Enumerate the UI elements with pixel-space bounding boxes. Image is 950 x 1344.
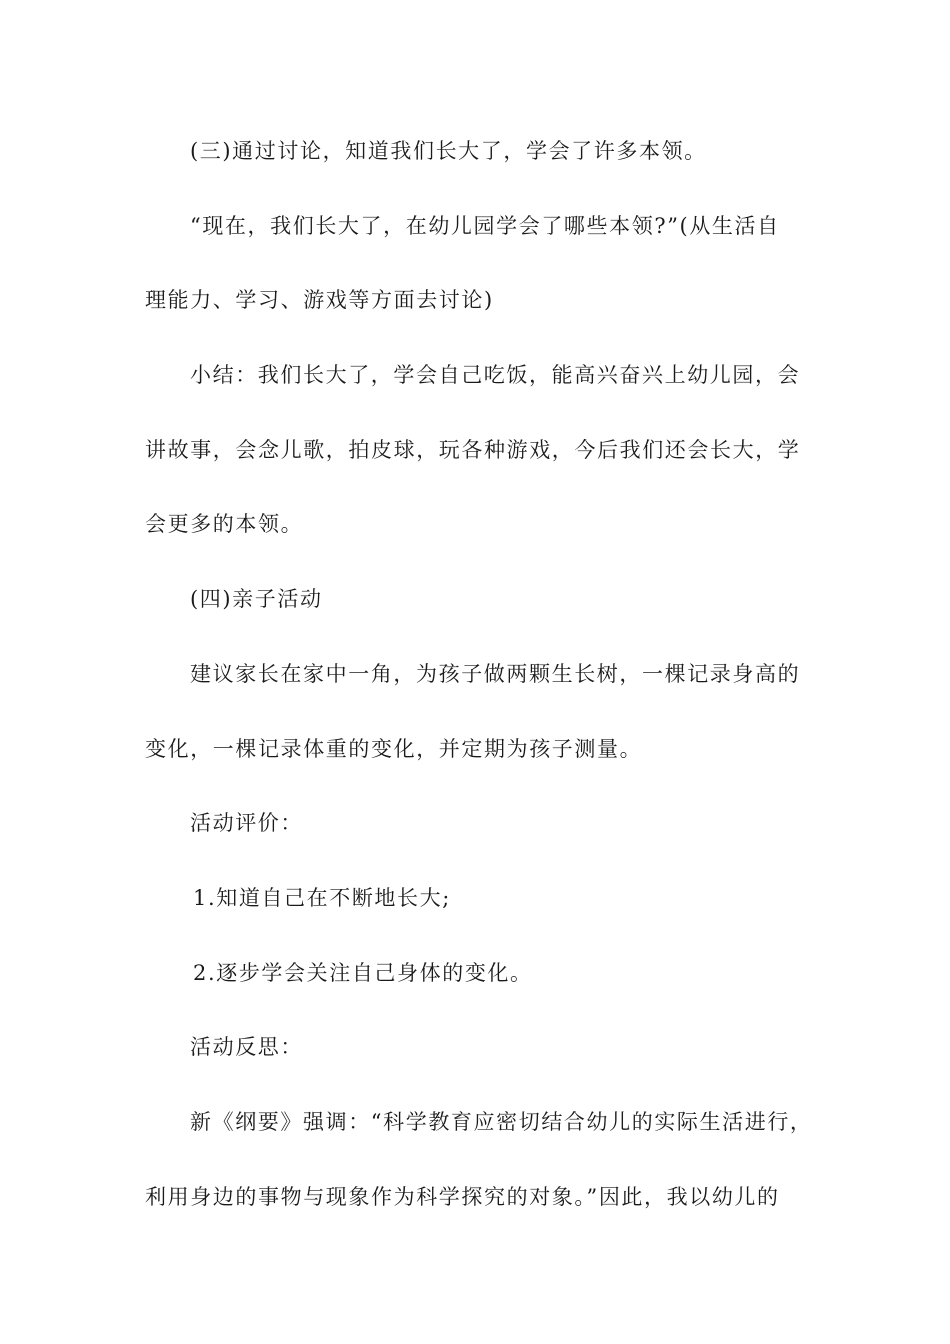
paragraph-question-line-2: 理能力、学习、游戏等方面去讨论) (145, 288, 494, 312)
paragraph-reflection-heading: 活动反思： (190, 1035, 303, 1059)
paragraph-summary-line-3: 会更多的本领。 (145, 512, 304, 536)
paragraph-summary-line-1: 小结：我们长大了，学会自己吃饭，能高兴奋兴上幼儿园，会 (190, 363, 801, 387)
paragraph-section-three-heading: (三)通过讨论，知道我们长大了，学会了许多本领。 (190, 139, 707, 163)
paragraph-evaluation-heading: 活动评价： (190, 811, 303, 835)
list-item-evaluation-2: 2.逐步学会关注自己身体的变化。 (193, 961, 533, 985)
paragraph-question-line-1: “现在，我们长大了，在幼儿园学会了哪些本领?”(从生活自 (190, 214, 780, 238)
paragraph-suggestion-line-2: 变化，一棵记录体重的变化，并定期为孩子测量。 (145, 737, 643, 761)
paragraph-suggestion-line-1: 建议家长在家中一角，为孩子做两颗生长树，一棵记录身高的 (190, 662, 801, 686)
list-item-evaluation-1: 1.知道自己在不断地长大; (193, 886, 451, 910)
paragraph-reflection-line-1: 新《纲要》强调：“科学教育应密切结合幼儿的实际生活进行， (190, 1110, 813, 1134)
paragraph-summary-line-2: 讲故事，会念儿歌，拍皮球，玩各种游戏，今后我们还会长大，学 (145, 438, 801, 462)
paragraph-reflection-line-2: 利用身边的事物与现象作为科学探究的对象。”因此，我以幼儿的 (145, 1185, 780, 1209)
paragraph-section-four-heading: (四)亲子活动 (190, 587, 323, 611)
